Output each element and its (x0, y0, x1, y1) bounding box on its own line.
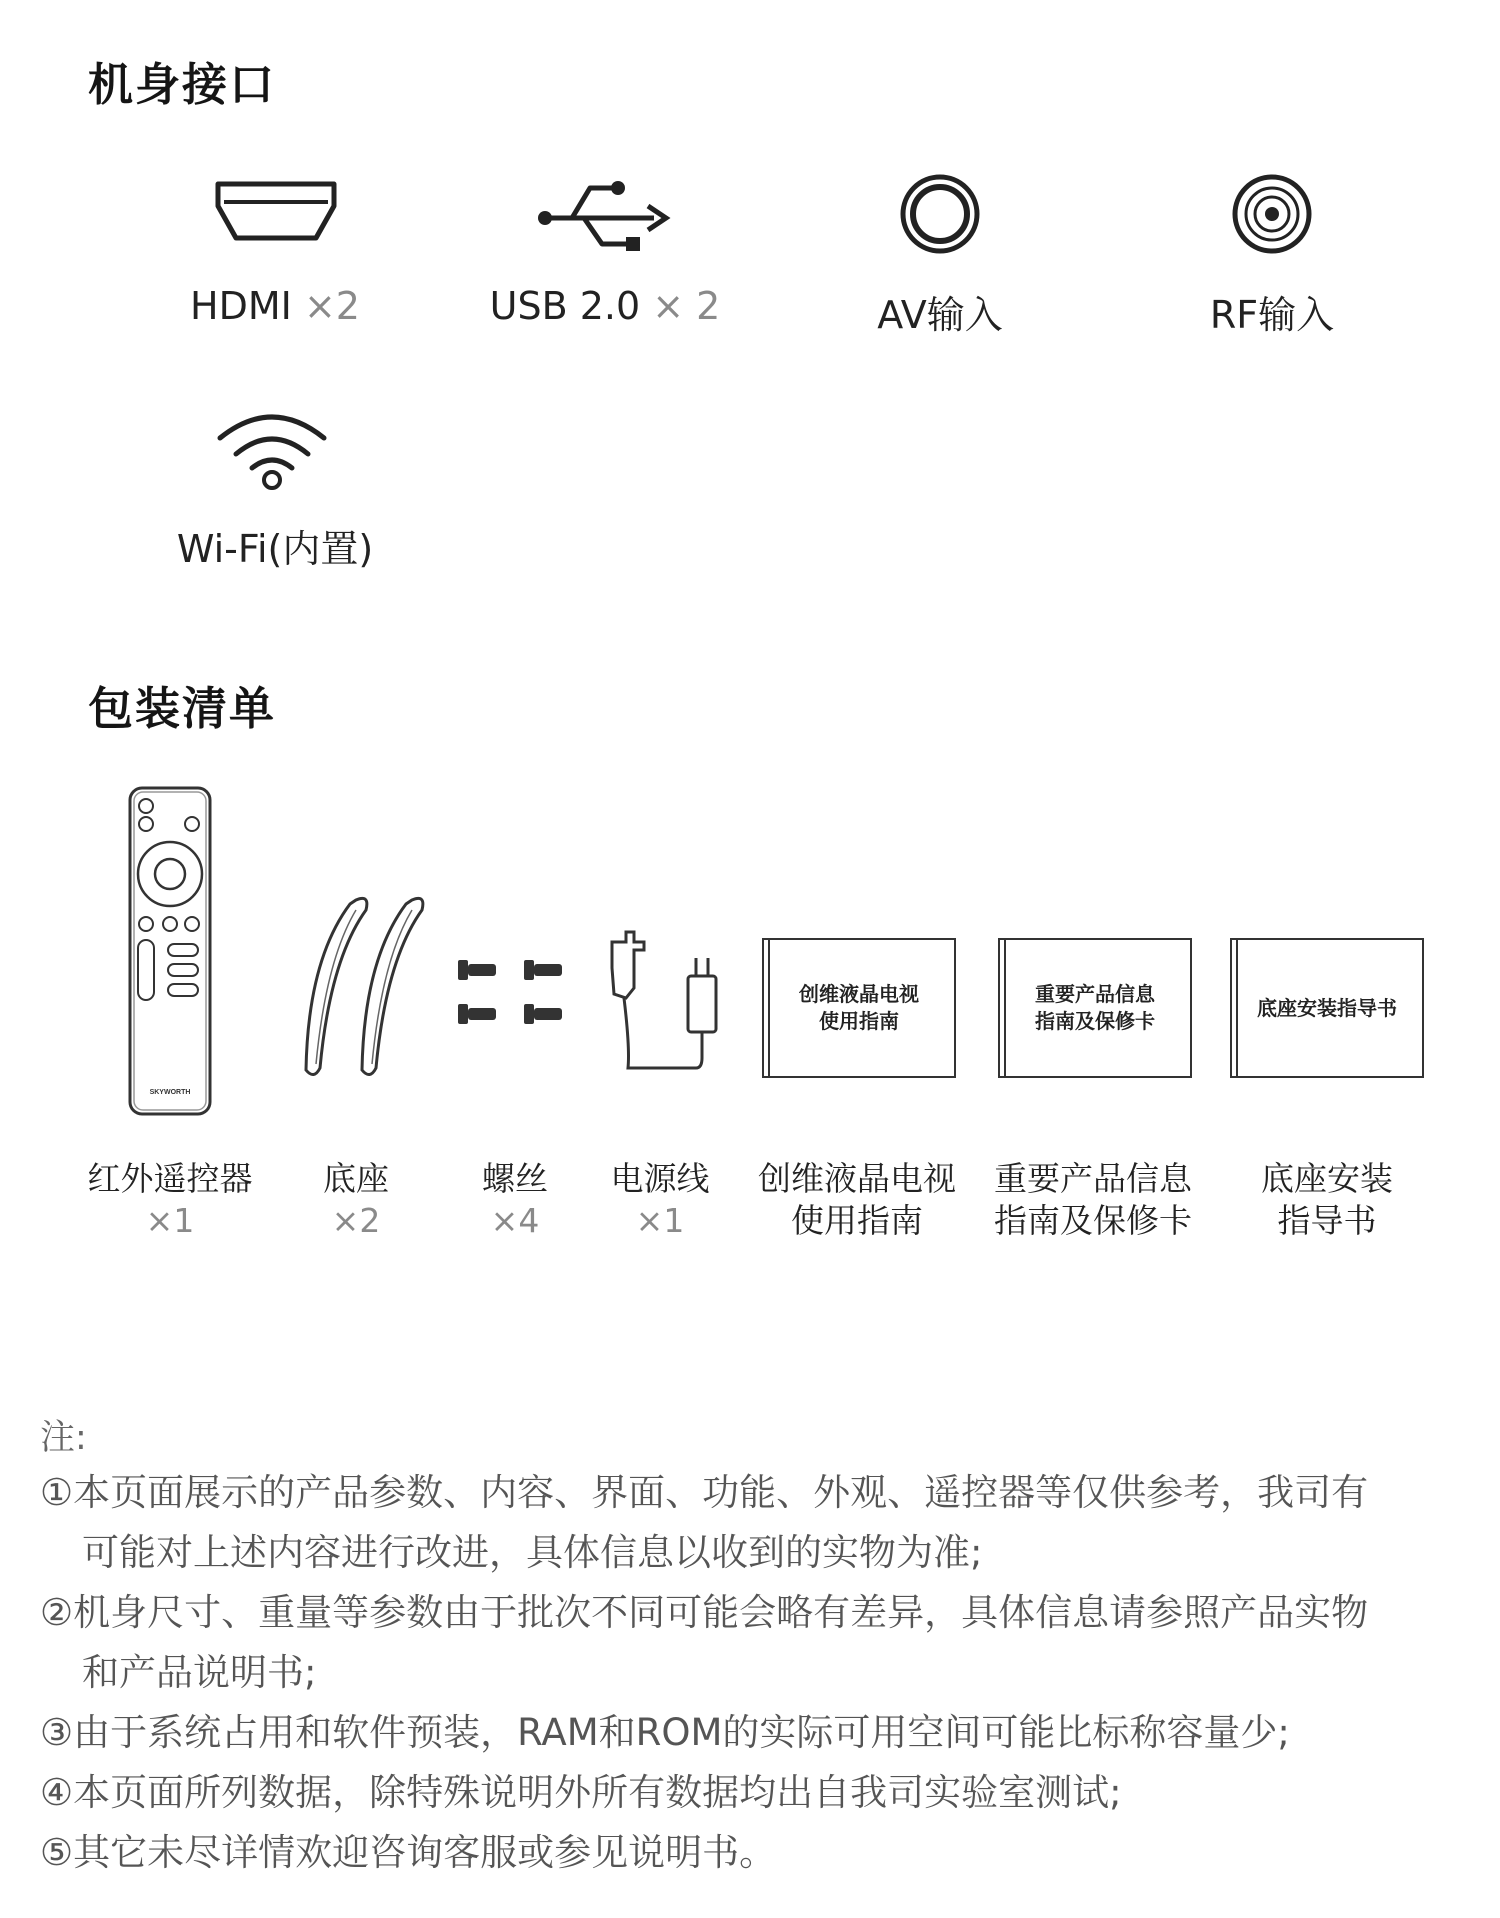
package-item-stand: 底座 ×2 (323, 1159, 389, 1240)
power-cord-icon (600, 928, 724, 1078)
port-label-hdmi: HDMI ×2 (190, 284, 360, 328)
package-item-screws: 螺丝 ×4 (482, 1159, 548, 1240)
port-label-wifi: Wi-Fi(内置) (176, 527, 374, 571)
package-section-title: 包装清单 (88, 682, 277, 735)
port-label-usb: USB 2.0 × 2 (489, 284, 721, 328)
usb-icon (536, 178, 672, 258)
install-guide-icon: 底座安装指导书 (1230, 938, 1424, 1078)
remote-brand-logo: SKYWORTH (149, 1089, 191, 1096)
hdmi-port-icon (212, 178, 340, 250)
manual-booklet-icon: 创维液晶电视 使用指南 (762, 938, 956, 1078)
ports-section-title: 机身接口 (88, 58, 277, 111)
stand-legs-icon (300, 890, 432, 1082)
note-line-4: ④本页面所列数据，除特殊说明外所有数据均出自我司实验室测试; (40, 1771, 1122, 1814)
note-line-1-cont: 可能对上述内容进行改进，具体信息以收到的实物为准; (82, 1531, 983, 1574)
note-line-2-cont: 和产品说明书; (82, 1651, 317, 1694)
package-item-install-guide: 底座安装 指导书 (1261, 1159, 1393, 1240)
note-line-5: ⑤其它未尽详情欢迎咨询客服或参见说明书。 (40, 1831, 777, 1874)
remote-control-icon (126, 784, 214, 1120)
package-item-warranty: 重要产品信息 指南及保修卡 (994, 1159, 1192, 1240)
notes-label: 注: (40, 1418, 87, 1458)
av-jack-icon (898, 172, 982, 256)
package-item-power-cord: 电源线 ×1 (610, 1159, 710, 1240)
package-item-remote: 红外遥控器 ×1 (87, 1159, 253, 1240)
port-label-rf: RF输入 (1209, 293, 1335, 337)
package-item-user-guide: 创维液晶电视 使用指南 (758, 1159, 956, 1240)
wifi-icon (214, 408, 330, 492)
screws-icon (452, 952, 576, 1032)
note-line-3: ③由于系统占用和软件预装，RAM和ROM的实际可用空间可能比标称容量少; (40, 1711, 1290, 1754)
note-line-1: ①本页面展示的产品参数、内容、界面、功能、外观、遥控器等仅供参考，我司有 (40, 1471, 1369, 1514)
port-label-av: AV输入 (877, 293, 1003, 337)
note-line-2: ②机身尺寸、重量等参数由于批次不同可能会略有差异，具体信息请参照产品实物 (40, 1591, 1369, 1634)
rf-connector-icon (1230, 172, 1314, 256)
warranty-booklet-icon: 重要产品信息 指南及保修卡 (998, 938, 1192, 1078)
